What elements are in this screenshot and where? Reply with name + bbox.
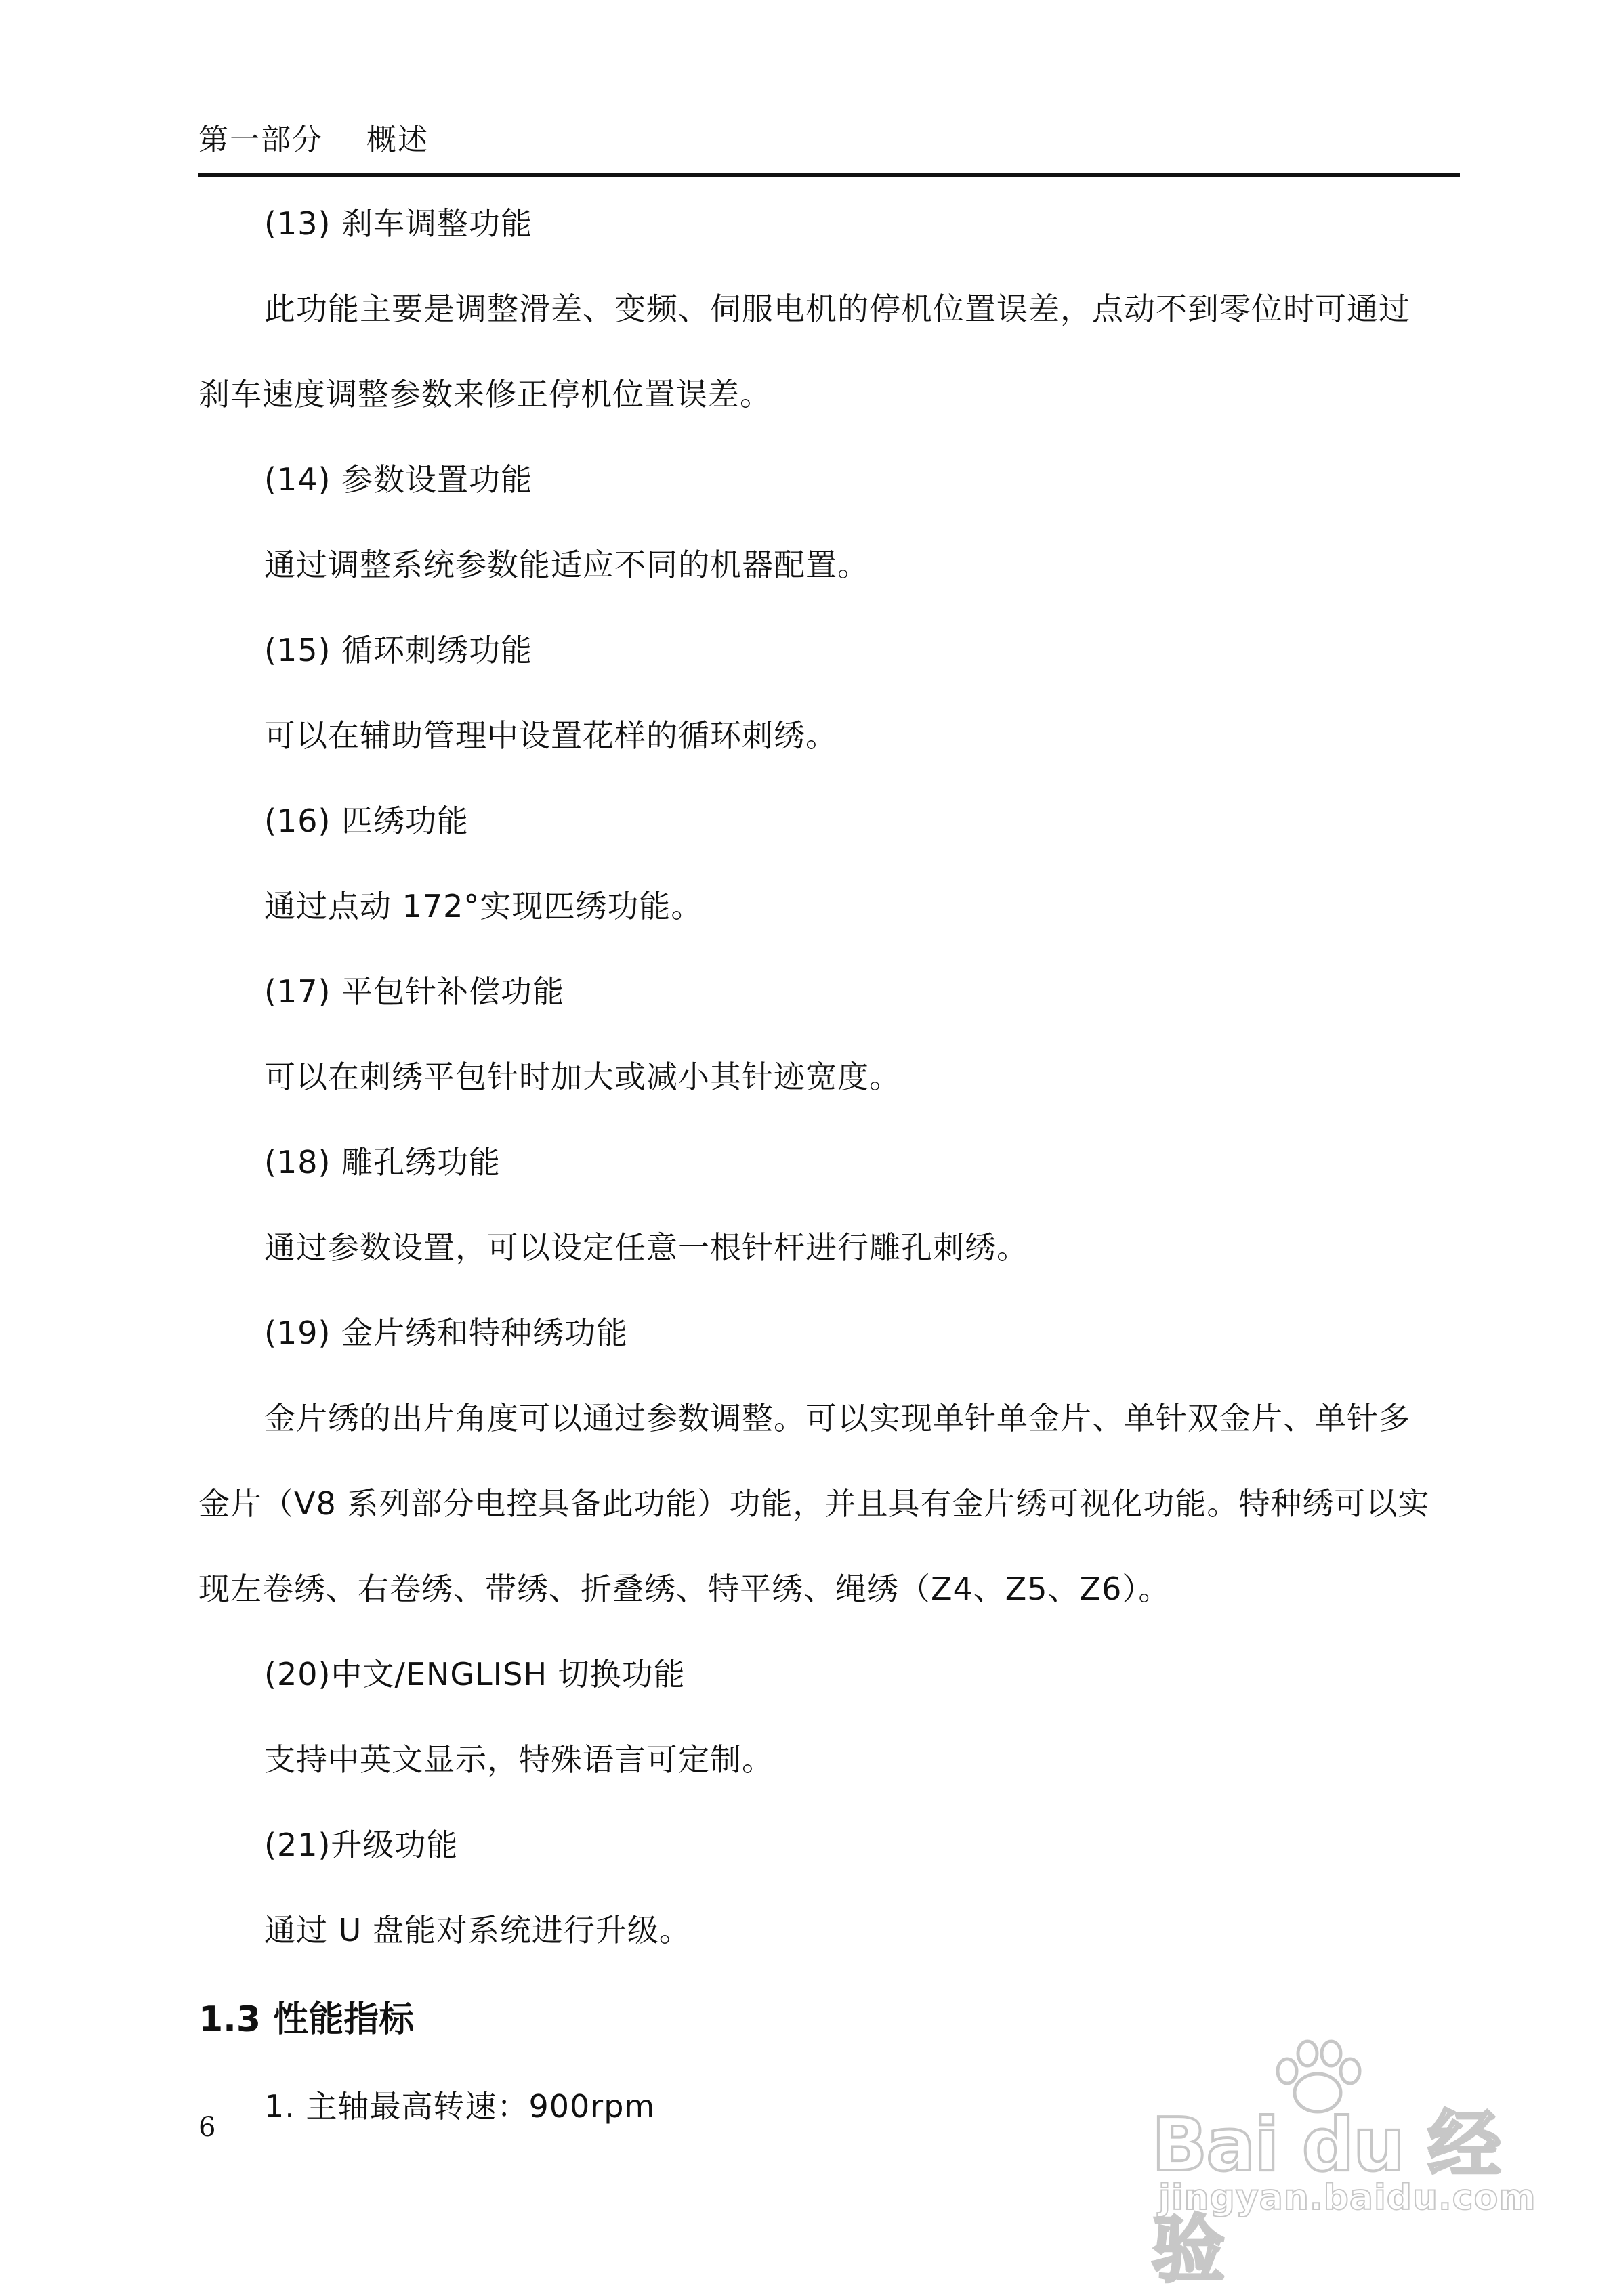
paragraph-line: 支持中英文显示，特殊语言可定制。 (264, 1741, 774, 1778)
paragraph-line: 此功能主要是调整滑差、变频、伺服电机的停机位置误差，点动不到零位时可通过 (264, 291, 1410, 327)
item-heading-13: (13) 刹车调整功能 (264, 205, 533, 242)
section-heading: 1.3 性能指标 (198, 1999, 415, 2040)
watermark-url: jingyan.baidu.com (1158, 2177, 1536, 2218)
page-number: 6 (198, 2112, 216, 2143)
running-header: 第一部分 概述 (198, 123, 429, 157)
header-rule (198, 173, 1460, 177)
paragraph-line: 刹车速度调整参数来修正停机位置误差。 (198, 376, 772, 412)
item-heading-20: (20)中文/ENGLISH 切换功能 (264, 1656, 686, 1693)
item-heading-18: (18) 雕孔绣功能 (264, 1144, 501, 1181)
item-heading-15: (15) 循环刺绣功能 (264, 632, 533, 668)
paragraph-line: 可以在刺绣平包针时加大或减小其针迹宽度。 (264, 1059, 901, 1095)
item-heading-16: (16) 匹绣功能 (264, 803, 469, 839)
paragraph-line: 通过 U 盘能对系统进行升级。 (264, 1912, 691, 1949)
paragraph-line: 金片（V8 系列部分电控具备此功能）功能，并且具有金片绣可视化功能。特种绣可以实 (198, 1485, 1430, 1522)
paragraph-line: 现左卷绣、右卷绣、带绣、折叠绣、特平绣、绳绣（Z4、Z5、Z6）。 (198, 1571, 1171, 1607)
item-heading-19: (19) 金片绣和特种绣功能 (264, 1315, 629, 1351)
paragraph-line: 通过参数设置，可以设定任意一根针杆进行雕孔刺绣。 (264, 1229, 1028, 1266)
item-heading-17: (17) 平包针补偿功能 (264, 973, 565, 1010)
item-heading-14: (14) 参数设置功能 (264, 461, 533, 498)
paragraph-line: 通过调整系统参数能适应不同的机器配置。 (264, 547, 869, 583)
paragraph-line: 通过点动 172°实现匹绣功能。 (264, 888, 703, 924)
paragraph-line: 可以在辅助管理中设置花样的循环刺绣。 (264, 717, 837, 754)
list-item: 1. 主轴最高转速：900rpm (264, 2088, 656, 2125)
baidu-watermark (1152, 2039, 1536, 2293)
watermark-brand: Bai du 经验 (1152, 2103, 1500, 2293)
item-heading-21: (21)升级功能 (264, 1827, 459, 1863)
paragraph-line: 金片绣的出片角度可以通过参数调整。可以实现单针单金片、单针双金片、单针多 (264, 1400, 1410, 1437)
